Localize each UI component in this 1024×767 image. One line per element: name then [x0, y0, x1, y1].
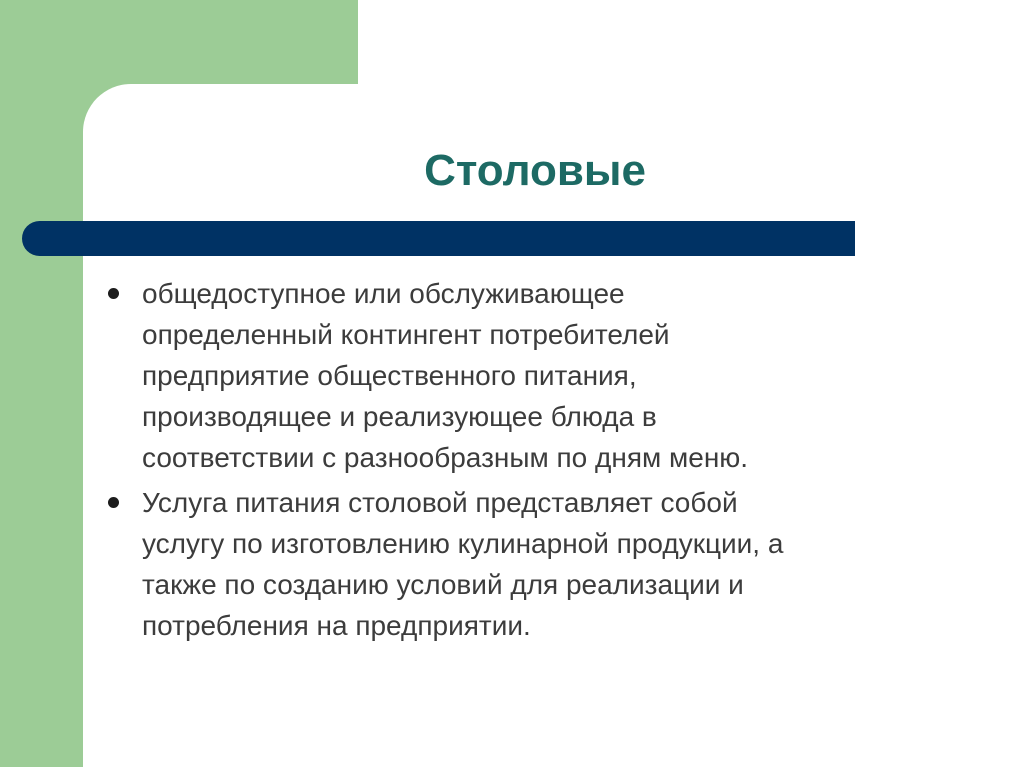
slide-title: Столовые — [424, 146, 646, 195]
title-underline-bar — [22, 221, 855, 256]
bullet-list — [100, 273, 940, 650]
list-item — [100, 273, 940, 478]
bullet-dot-icon — [108, 497, 119, 508]
list-item — [100, 482, 940, 646]
background-panel-top — [358, 0, 1024, 90]
bullet-text: общедоступное или обслуживающее определенный контингент потребителей предприятие общественного питания, производящее и реализующее блюда в соответствии с разнообразным по дням меню. — [142, 278, 749, 473]
bullet-dot-icon — [108, 288, 119, 299]
bullet-text: Услуга питания столовой представляет собой услугу по изготовлению кулинарной продукции, а также по созданию условий для реализации и потребления на предприятии. — [142, 487, 784, 641]
